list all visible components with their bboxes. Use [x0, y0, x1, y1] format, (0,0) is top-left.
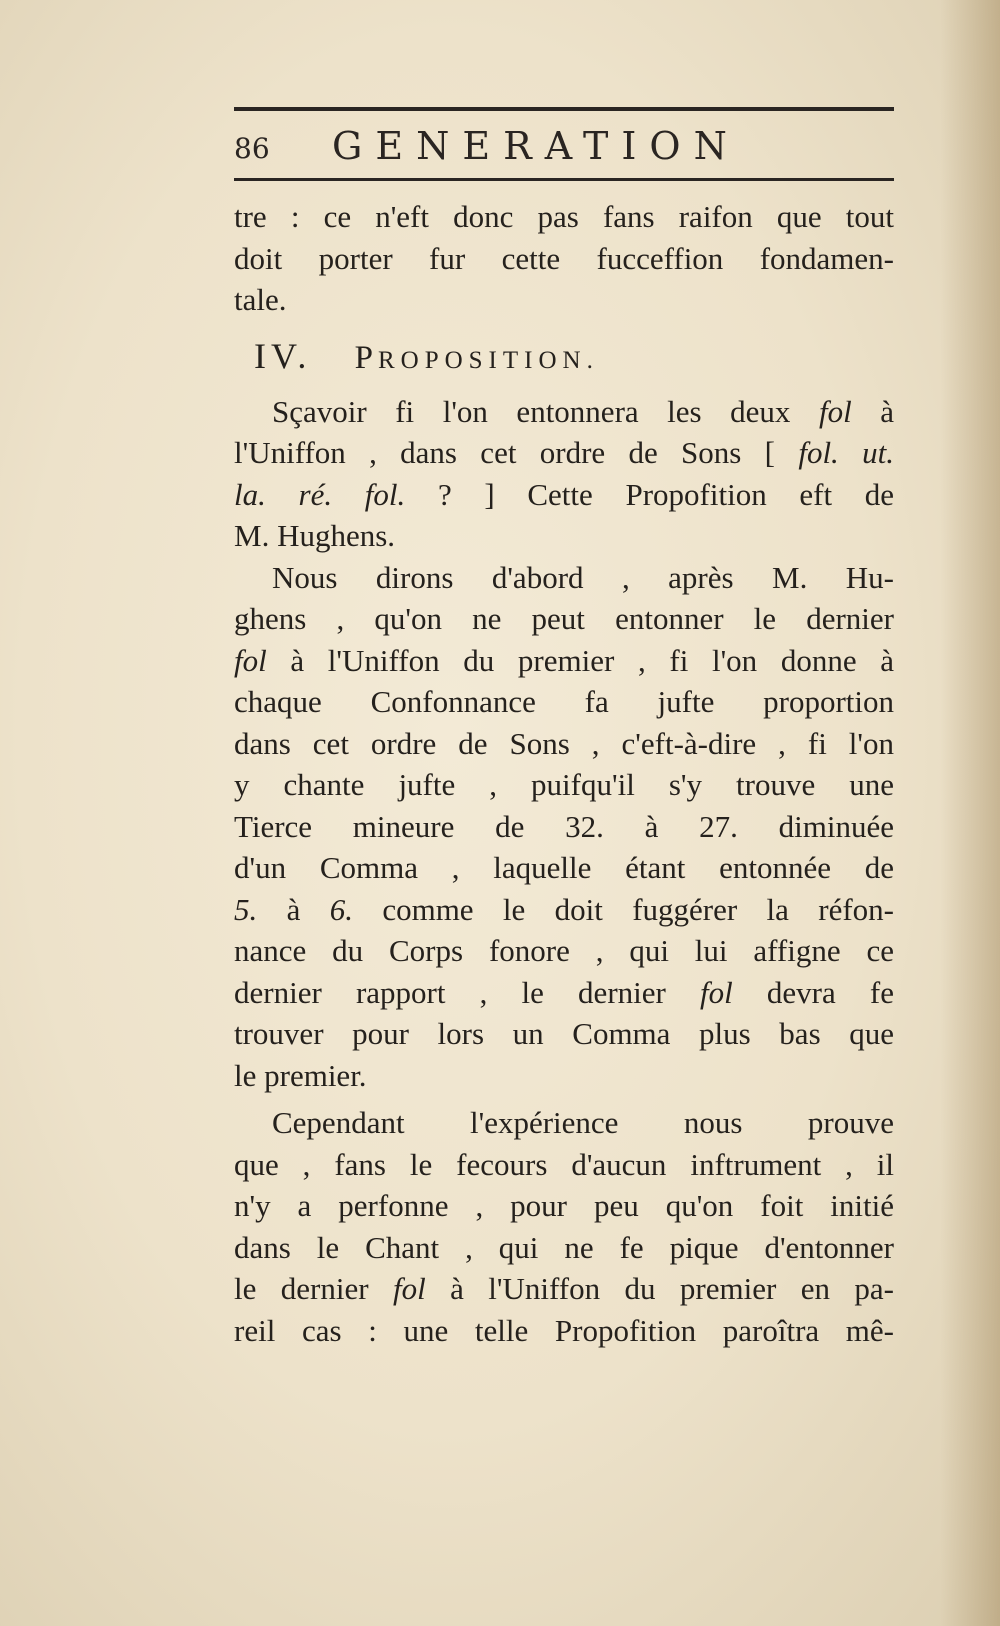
- page-number: 86: [234, 132, 270, 165]
- text-line: la. ré. fol. ? ] Cette Propofition eft de: [234, 476, 894, 512]
- text-line: Cependant l'expérience nous prouve: [272, 1105, 894, 1140]
- heading-initial: P: [354, 339, 378, 376]
- text-line: n'y a perfonne , pour peu qu'on foit initié: [234, 1188, 894, 1223]
- page-edge-shadow: [940, 0, 1000, 1626]
- running-title: GENERATION: [332, 124, 740, 168]
- text-line: dernier rapport , le dernier fol devra fe: [234, 974, 894, 1010]
- text-line: le premier.: [234, 1057, 367, 1093]
- text-line: fol à l'Uniffon du premier , fi l'on donne à: [234, 642, 894, 678]
- header-rule-bottom: [234, 178, 894, 181]
- text-line: reil cas : une telle Propofition paroîtra mê-: [234, 1312, 894, 1348]
- text-line: M. Hughens.: [234, 518, 396, 553]
- heading-text: ROPOSITION.: [377, 346, 599, 374]
- text-line: ghens , qu'on ne peut entonner le dernier: [234, 601, 894, 636]
- text-line: tre : ce n'eft donc pas fans raifon que tout: [234, 199, 894, 234]
- text-line: Nous dirons d'abord , après M. Hu-: [272, 559, 894, 595]
- text-line: que , fans le fecours d'aucun inftrument , il: [234, 1146, 894, 1182]
- body-text: [234, 196, 894, 1351]
- text-line: chaque Confonnance fa jufte proportion: [234, 684, 894, 719]
- text-line: nance du Corps fonore , qui lui affigne ce: [234, 933, 894, 968]
- text-line: Sçavoir fi l'on entonnera les deux fol à: [272, 393, 894, 429]
- text-line: y chante jufte , puifqu'il s'y trouve une: [234, 767, 894, 802]
- text-line: l'Uniffon , dans cet ordre de Sons [ fol. ut.: [234, 435, 894, 470]
- text-line: d'un Comma , laquelle étant entonnée de: [234, 850, 894, 885]
- running-header: [234, 124, 894, 174]
- section-number: IV.: [254, 335, 312, 376]
- text-line: dans le Chant , qui ne fe pique d'entonner: [234, 1229, 894, 1265]
- text-line: Tierce mineure de 32. à 27. diminuée: [234, 808, 894, 844]
- text-line: 5. à 6. comme le doit fuggérer la réfon-: [234, 891, 894, 927]
- text-line: dans cet ordre de Sons , c'eft-à-dire , fi l'on: [234, 725, 894, 761]
- text-line: le dernier fol à l'Uniffon du premier en pa-: [234, 1271, 894, 1306]
- text-line: tale.: [234, 282, 287, 317]
- header-rule-top: [234, 107, 894, 111]
- text-line: doit porter fur cette fucceffion fondamen-: [234, 240, 894, 276]
- text-line: trouver pour lors un Comma plus bas que: [234, 1016, 894, 1051]
- section-heading: [234, 321, 894, 391]
